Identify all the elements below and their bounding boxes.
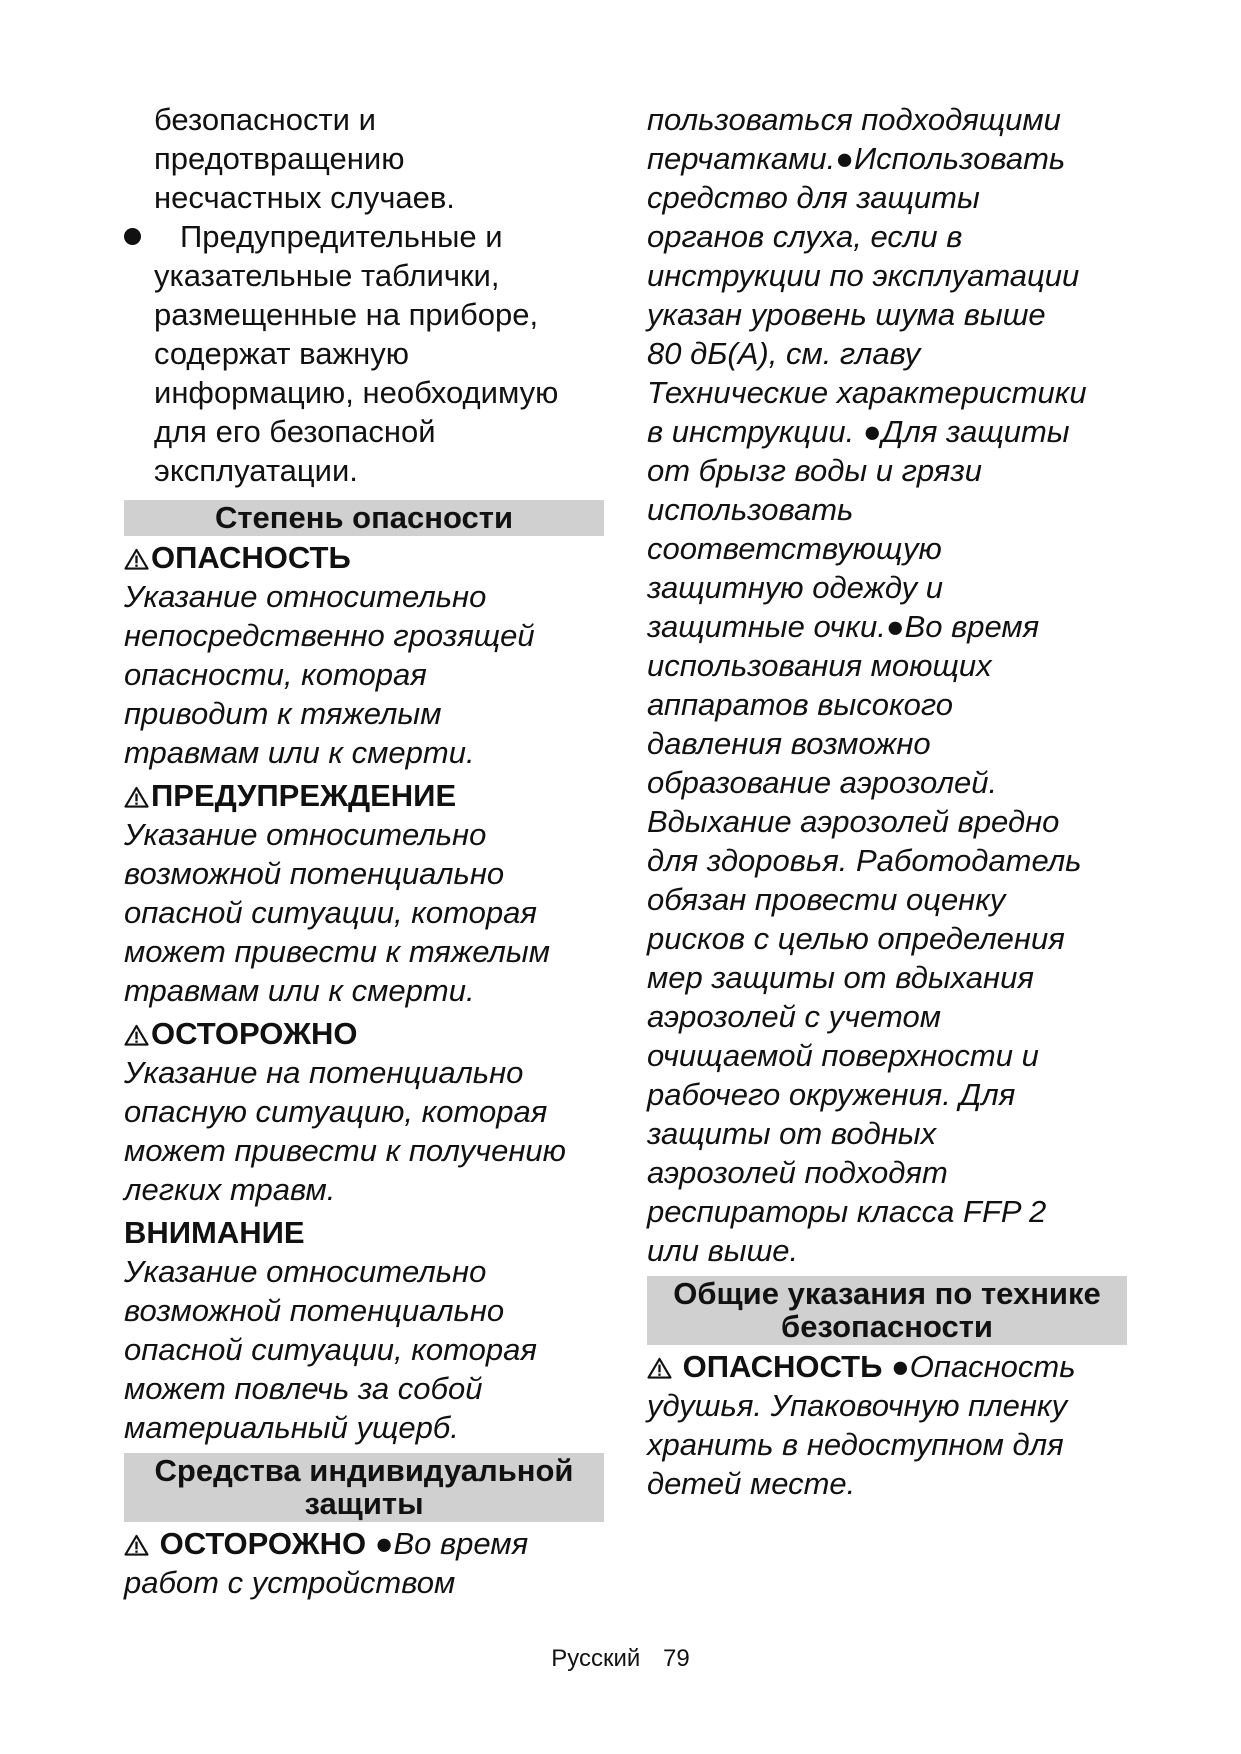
bullet-line: содержат важную — [154, 336, 410, 371]
ppe-line: рисков с целью определения — [647, 921, 1065, 956]
bullet-line: указательные таблички, — [154, 258, 500, 293]
warning-triangle-icon — [647, 1357, 672, 1379]
general-safety-heading — [647, 1276, 1127, 1345]
caution-line: опасную ситуацию, которая — [124, 1094, 548, 1129]
ppe-line: рабочего окружения. Для — [647, 1077, 1016, 1112]
warning-triangle-icon — [124, 1534, 149, 1556]
general-danger-text — [647, 1386, 1127, 1503]
danger-line: опасности, которая — [124, 657, 427, 692]
ppe-continued-text — [647, 100, 1127, 1270]
ppe-caution-block — [124, 1524, 604, 1602]
ppe-line: респираторы класса FFP 2 — [647, 1194, 1047, 1229]
ppe-line: мер защиты от вдыхания — [647, 960, 1034, 995]
bullet-item — [124, 217, 604, 490]
ppe-line: органов слуха, если в — [647, 219, 963, 254]
bullet-line: информацию, необходимую — [154, 375, 559, 410]
ppe-line: аэрозолей с учетом — [647, 999, 941, 1034]
ppe-line: пользоваться подходящими — [647, 102, 1061, 137]
general-danger-line: удушья. Упаковочную пленку — [647, 1388, 1068, 1423]
warning-label — [124, 776, 604, 815]
danger-text — [124, 577, 604, 772]
ppe-line: для здоровья. Работодатель — [647, 843, 1082, 878]
ppe-line: указан уровень шума выше — [647, 297, 1046, 332]
caution-label — [124, 1014, 604, 1053]
danger-line: травмам или к смерти. — [124, 735, 475, 770]
bullet-text — [124, 217, 604, 490]
ppe-line: аэрозолей подходят — [647, 1155, 948, 1190]
bullet-line: Предупредительные и — [180, 219, 503, 254]
general-danger-line: детей месте. — [647, 1466, 856, 1501]
ppe-line: давления возможно — [647, 726, 931, 761]
ppe-line: использовать — [647, 492, 854, 527]
bullet-line: размещенные на приборе, — [154, 297, 539, 332]
caution-block — [124, 1014, 604, 1209]
ppe-line: защитные очки.●Во время — [647, 609, 1040, 644]
danger-line: приводит к тяжелым — [124, 696, 442, 731]
ppe-heading-line: защиты — [304, 1486, 424, 1521]
danger-line: Указание относительно — [124, 579, 487, 614]
caution-line: Указание на потенциально — [124, 1055, 524, 1090]
ppe-line: аппаратов высокого — [647, 687, 954, 722]
notice-line: опасной ситуации, которая — [124, 1332, 537, 1367]
warning-line: возможной потенциально — [124, 856, 505, 891]
ppe-line: 80 дБ(А), см. главу — [647, 336, 921, 371]
notice-line: возможной потенциально — [124, 1293, 505, 1328]
ppe-line: перчатками.●Использовать — [647, 141, 1066, 176]
intro-line: несчастных случаев. — [154, 180, 455, 215]
danger-label — [124, 538, 604, 577]
warning-label-text: ПРЕДУПРЕЖДЕНИЕ — [151, 778, 457, 813]
ppe-line: инструкции по эксплуатации — [647, 258, 1080, 293]
warning-line: может привести к тяжелым — [124, 934, 550, 969]
left-column — [124, 100, 604, 1602]
warning-block — [124, 776, 604, 1010]
general-danger-block — [647, 1347, 1127, 1503]
ppe-line: защитную одежду и — [647, 570, 943, 605]
caution-line: легких травм. — [124, 1172, 336, 1207]
intro-text — [124, 100, 604, 217]
ppe-caution-line: работ с устройством — [124, 1565, 456, 1600]
ppe-line: соответствующую — [647, 531, 942, 566]
danger-levels-heading: Степень опасности — [124, 500, 604, 536]
general-danger-line: хранить в недоступном для — [647, 1427, 1064, 1462]
ppe-line: образование аэрозолей. — [647, 765, 998, 800]
ppe-heading-line: Средства индивидуальной — [154, 1453, 574, 1488]
warning-line: Указание относительно — [124, 817, 487, 852]
danger-label-text: ОПАСНОСТЬ — [151, 540, 351, 575]
general-danger-first-text: ●Опасность — [890, 1349, 1076, 1384]
ppe-line: или выше. — [647, 1233, 799, 1268]
ppe-line: в инструкции. ●Для защиты — [647, 414, 1070, 449]
notice-label: ВНИМАНИЕ — [124, 1215, 305, 1250]
ppe-line: Вдыхание аэрозолей вредно — [647, 804, 1060, 839]
notice-block — [124, 1213, 604, 1447]
bullet-icon — [124, 228, 141, 245]
ppe-caution-label — [124, 1524, 604, 1563]
warning-triangle-icon — [124, 1024, 149, 1046]
caution-text — [124, 1053, 604, 1209]
ppe-line: защиты от водных — [647, 1116, 937, 1151]
general-danger-label-text: ОПАСНОСТЬ — [682, 1349, 883, 1384]
warning-text — [124, 815, 604, 1010]
caution-line: может привести к получению — [124, 1133, 566, 1168]
caution-label-text: ОСТОРОЖНО — [151, 1016, 358, 1051]
ppe-line: обязан провести оценку — [647, 882, 1006, 917]
bullet-line: эксплуатации. — [154, 453, 358, 488]
intro-line: предотвращению — [154, 141, 405, 176]
bullet-line: для его безопасной — [154, 414, 436, 449]
notice-line: Указание относительно — [124, 1254, 487, 1289]
warning-triangle-icon — [124, 786, 149, 808]
ppe-heading — [124, 1453, 604, 1522]
ppe-line: от брызг воды и грязи — [647, 453, 983, 488]
footer-language: Русский — [551, 1645, 641, 1672]
intro-line: безопасности и — [154, 102, 376, 137]
notice-line: материальный ущерб. — [124, 1410, 459, 1445]
danger-line: непосредственно грозящей — [124, 618, 535, 653]
general-heading-line: безопасности — [781, 1309, 993, 1344]
notice-text — [124, 1252, 604, 1447]
right-column — [647, 100, 1127, 1503]
ppe-caution-label-text: ОСТОРОЖНО — [159, 1526, 367, 1561]
general-heading-line: Общие указания по технике — [673, 1276, 1101, 1311]
ppe-line: средство для защиты — [647, 180, 980, 215]
warning-line: опасной ситуации, которая — [124, 895, 537, 930]
danger-block — [124, 538, 604, 772]
general-danger-label — [647, 1347, 1127, 1386]
page-number: 79 — [663, 1645, 690, 1672]
notice-line: может повлечь за собой — [124, 1371, 483, 1406]
ppe-line: использования моющих — [647, 648, 992, 683]
page-footer — [0, 1645, 1241, 1673]
ppe-line: Технические характеристики — [647, 375, 1087, 410]
warning-line: травмам или к смерти. — [124, 973, 475, 1008]
warning-triangle-icon — [124, 548, 149, 570]
ppe-line: очищаемой поверхности и — [647, 1038, 1039, 1073]
ppe-caution-first-text: ●Во время — [374, 1526, 529, 1561]
